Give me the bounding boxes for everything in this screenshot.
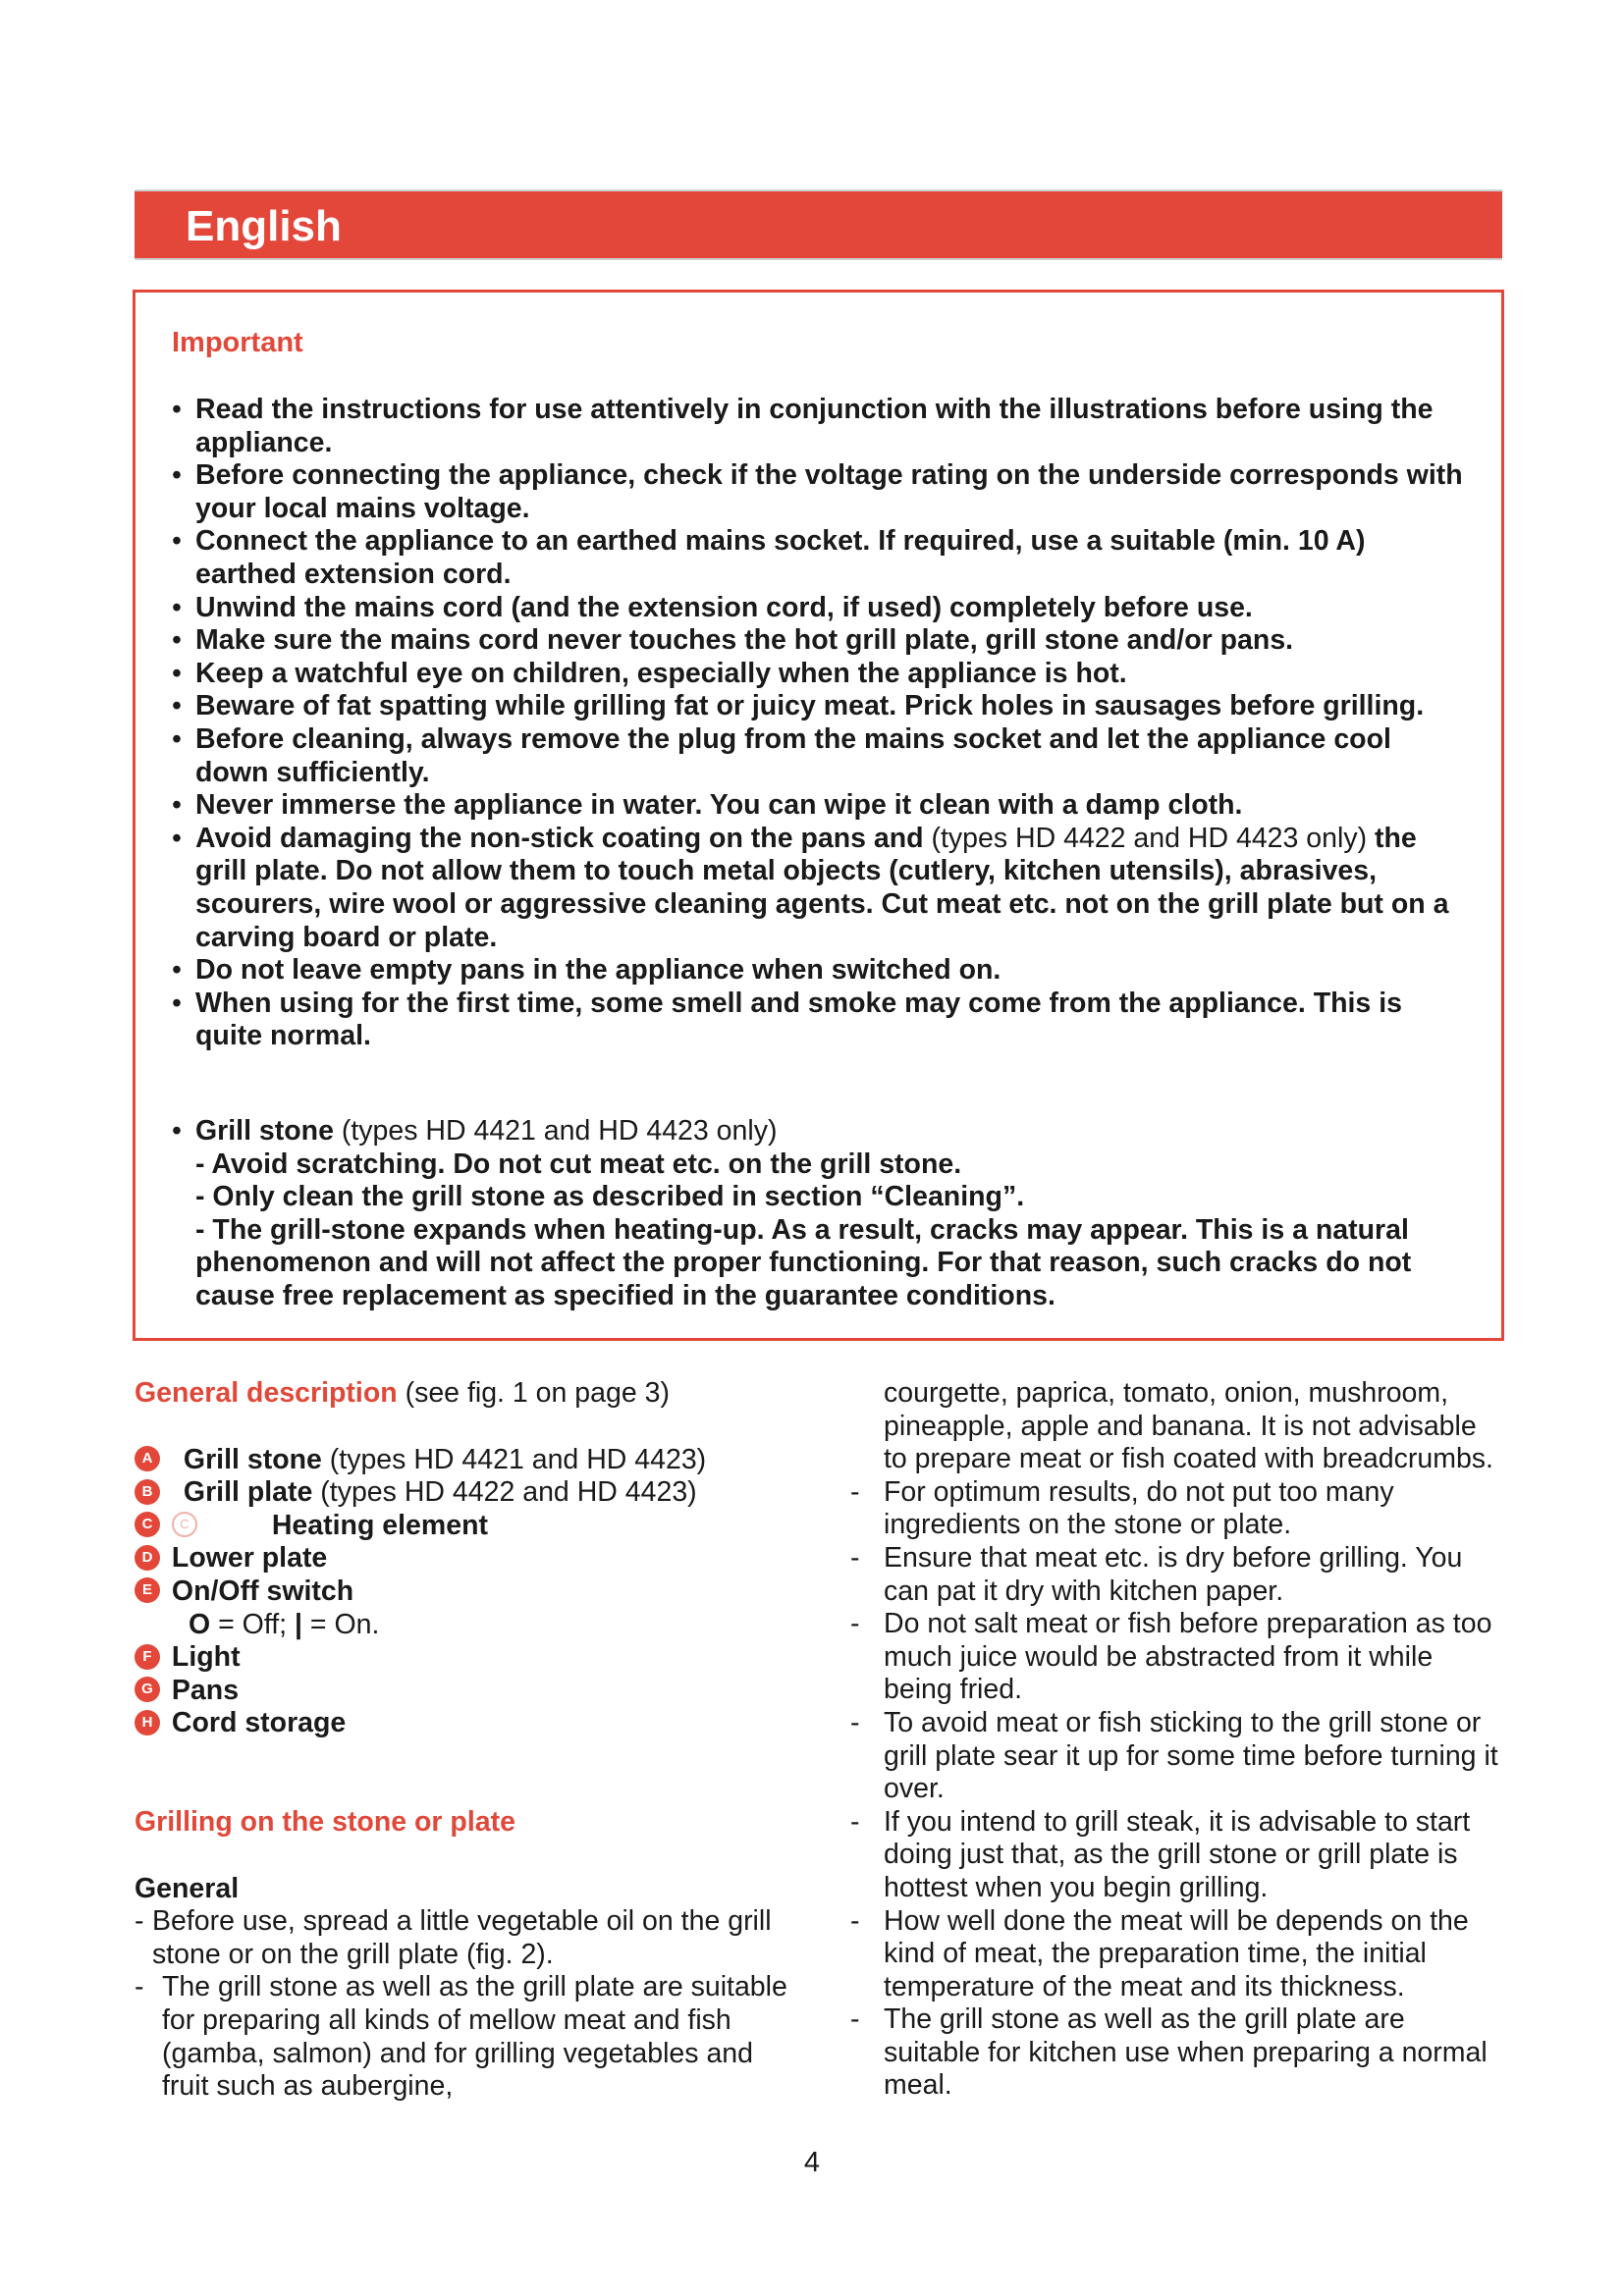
dash-marker: - <box>850 1608 860 1640</box>
page-number: 4 <box>803 2147 821 2178</box>
instruction-text: The grill stone as well as the grill plate are suitable for preparing all kinds of mellow meat and fish (gamba, salmon) and for grilling vegetables and fruit such as aubergine, <box>162 1971 787 2103</box>
general-subheading: General <box>135 1872 240 1904</box>
part-item <box>135 1444 802 1477</box>
instruction-item <box>850 1806 1498 1905</box>
part-label: Light <box>171 1641 241 1674</box>
warnings-list <box>172 394 1468 1053</box>
instruction-text: For optimum results, do not put too many ingredients on the stone or plate. <box>884 1475 1394 1541</box>
dash-marker: - <box>135 1971 144 2003</box>
part-letter-badge: F <box>135 1644 160 1670</box>
dash-marker: - <box>135 1905 144 1938</box>
part-item <box>135 1575 802 1609</box>
instruction-item <box>850 1476 1498 1542</box>
warning-item <box>172 988 1468 1053</box>
grill-stone-item: - Only clean the grill stone as described in section “Cleaning”. <box>195 1181 1025 1213</box>
figure-reference: (see fig. 1 on page 3) <box>405 1377 670 1409</box>
warning-item <box>172 592 1468 625</box>
dash-marker: - <box>850 1706 860 1738</box>
part-letter-badge: E <box>135 1577 160 1603</box>
warning-text: Make sure the mains cord never touches the hot grill plate, grill stone and/or pans. <box>195 624 1294 657</box>
warning-item <box>172 789 1468 823</box>
warning-item <box>172 658 1468 691</box>
instruction-item <box>135 1905 802 1971</box>
warning-text: Do not leave empty pans in the appliance when switched on. <box>195 954 1001 987</box>
dash-marker: - <box>850 2003 860 2036</box>
warning-item <box>172 823 1468 954</box>
warning-item <box>172 723 1468 789</box>
grill-stone-title <box>172 1115 1468 1148</box>
warning-item <box>172 394 1468 459</box>
part-label: Cord storage <box>171 1707 347 1739</box>
part-letter-badge: H <box>135 1710 160 1735</box>
part-item <box>135 1707 802 1740</box>
off-text: = Off; <box>210 1608 295 1640</box>
general-description-title: General description <box>135 1377 398 1409</box>
on-symbol: | <box>294 1608 302 1640</box>
instruction-text: Before use, spread a little vegetable oil on the grill stone or on the grill plate (fig. 2). <box>152 1905 772 1970</box>
on-text: = On. <box>301 1608 380 1640</box>
warning-text: Connect the appliance to an earthed mains socket. If required, use a suitable (min. 10 A) earthed extension cord. <box>195 525 1366 590</box>
warning-text: Read the instructions for use attentively in conjunction with the illustrations before using the appliance. <box>195 394 1434 458</box>
part-label: Heating element <box>271 1509 488 1541</box>
part-item <box>135 1542 802 1575</box>
warning-item <box>172 954 1468 988</box>
instruction-item <box>850 1608 1498 1707</box>
warning-text: Keep a watchful eye on children, especially when the appliance is hot. <box>195 657 1127 689</box>
instruction-text: To avoid meat or fish sticking to the grill stone or grill plate sear it up for some time before turning it over. <box>884 1706 1498 1805</box>
right-column <box>850 1377 1498 2103</box>
grill-stone-item: - The grill-stone expands when heating-up. As a result, cracks may appear. This is a natural phenomenon and will not affect the proper functioning. For that reason, such cracks do not cause free replacement as specified in the guarantee conditions. <box>195 1213 1412 1311</box>
part-label: Lower plate <box>171 1542 328 1575</box>
part-item <box>135 1675 802 1708</box>
warning-text: Unwind the mains cord (and the extension cord, if used) completely before use. <box>195 591 1253 623</box>
warning-item <box>172 525 1468 591</box>
grilling-heading: Grilling on the stone or plate <box>135 1805 515 1838</box>
instruction-item <box>850 2003 1498 2103</box>
instruction-item <box>850 1707 1498 1806</box>
instruction-text: Do not salt meat or fish before preparation as too much juice would be abstracted from it while being fried. <box>884 1608 1492 1706</box>
grill-stone-note: (types HD 4421 and HD 4423 only) <box>341 1115 778 1147</box>
off-symbol: O <box>189 1608 211 1640</box>
part-item <box>135 1510 802 1543</box>
part-letter-badge: D <box>135 1545 160 1571</box>
warning-item <box>172 690 1468 723</box>
part-note: (types HD 4422 and HD 4423) <box>320 1476 697 1509</box>
grill-stone-label: Grill stone <box>195 1115 334 1147</box>
warning-text: When using for the first time, some smell and smoke may come from the appliance. This is quite normal. <box>195 987 1402 1052</box>
instruction-text: Ensure that meat etc. is dry before grilling. You can pat it dry with kitchen paper. <box>884 1541 1463 1607</box>
instruction-item <box>850 1542 1498 1608</box>
dash-marker: - <box>850 1541 860 1574</box>
warning-text: Beware of fat spatting while grilling fat or juicy meat. Prick holes in sausages before grilling. <box>195 690 1425 722</box>
grill-stone-item: - Avoid scratching. Do not cut meat etc. on the grill stone. <box>195 1148 962 1180</box>
part-item <box>135 1476 802 1510</box>
warning-text: Before connecting the appliance, check if the voltage rating on the underside corresponds with your local mains voltage. <box>195 459 1463 524</box>
part-item <box>135 1641 802 1675</box>
part-label: Grill stone <box>183 1443 322 1475</box>
important-heading: Important <box>172 327 303 358</box>
dash-marker: - <box>850 1904 860 1937</box>
dash-marker: - <box>850 1475 860 1508</box>
part-letter-badge: B <box>135 1479 160 1505</box>
switch-note <box>135 1609 802 1642</box>
instruction-item <box>850 1905 1498 2004</box>
part-letter-badge: C <box>135 1512 160 1537</box>
warning-text: Never immerse the appliance in water. You can wipe it clean with a damp cloth. <box>195 789 1243 822</box>
left-column <box>135 1377 802 2104</box>
part-letter-badge: A <box>135 1446 160 1471</box>
part-label: Pans <box>171 1674 240 1706</box>
warning-item <box>172 624 1468 658</box>
part-letter-badge-outline: C <box>172 1512 197 1537</box>
instruction-text: How well done the meat will be depends on the kind of meat, the preparation time, the initial temperature of the meat and its thickness. <box>884 1904 1469 2002</box>
language-banner <box>135 189 1502 260</box>
instruction-text: The grill stone as well as the grill plate are suitable for kitchen use when preparing a normal meal. <box>884 2003 1488 2102</box>
general-description-heading <box>135 1377 802 1411</box>
instruction-continuation: courgette, paprica, tomato, onion, mushroom, pineapple, apple and banana. It is not advisable to prepare meat or fish coated with breadcrumbs. <box>884 1377 1493 1475</box>
part-label: Grill plate <box>183 1476 313 1509</box>
part-label: On/Off switch <box>171 1575 354 1607</box>
warning-item <box>172 459 1468 525</box>
parts-list <box>135 1444 802 1740</box>
instruction-item <box>135 1971 802 2103</box>
banner-title: English <box>186 202 342 250</box>
grill-stone-warning <box>172 1115 1468 1313</box>
part-letter-badge: G <box>135 1677 160 1702</box>
warning-note: (types HD 4422 and HD 4423 only) <box>931 822 1368 854</box>
instruction-text: If you intend to grill steak, it is advisable to start doing just that, as the grill stone or grill plate is hottest when you begin grilling. <box>884 1805 1471 1903</box>
warning-text: Avoid damaging the non-stick coating on the pans and <box>195 822 924 854</box>
important-box <box>133 290 1504 1341</box>
dash-marker: - <box>850 1805 860 1838</box>
warning-text: Before cleaning, always remove the plug from the mains socket and let the appliance cool down sufficiently. <box>195 722 1391 788</box>
part-note: (types HD 4421 and HD 4423) <box>329 1443 707 1475</box>
warning-text-cont: the grill plate. Do not allow them to touch metal objects (cutlery, kitchen utensils), abrasives, scourers, wire wool or aggressive cleaning agents. Cut meat etc. not on the grill plate but on a carving board or plate. <box>195 822 1449 953</box>
